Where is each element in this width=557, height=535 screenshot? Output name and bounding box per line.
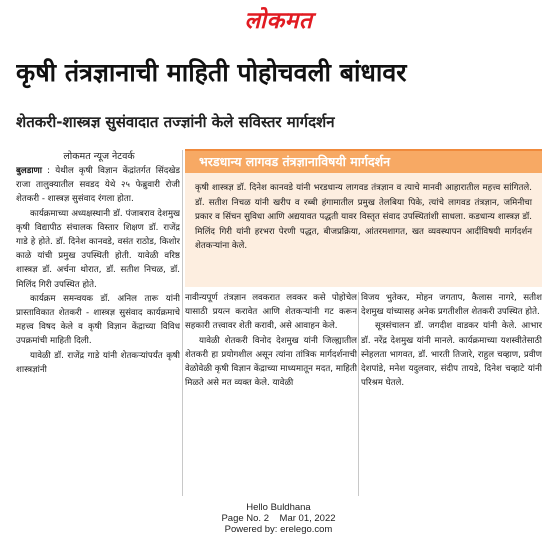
paragraph: सूत्रसंचालन डॉ. जगदीश वाडकर यांनी केले. आभार डॉ. नरेंद्र देशमुख यांनी मानले. कार्यक्रमाच्या यशस्वीतेसाठी स्नेहलता भागवत, डॉ. भारती तिजारे, राहुल चव्हाण, प्रवीण देशपांडे, मनेश यदुलवार, संदीप तायडे, दिनेश चव्हाटे यांनी परिश्रम घेतले. — [361, 321, 542, 389]
paragraph — [16, 164, 180, 207]
article-column-2 — [185, 291, 357, 498]
paragraph: यावेळी डॉ. राजेंद्र गाडे यांनी शेतकऱ्यांपर्यंत कृषी शास्त्रज्ञांनी — [16, 350, 180, 375]
news-agency-byline: लोकमत न्यूज नेटवर्क — [63, 151, 135, 162]
paragraph: नावीन्यपूर्ण तंत्रज्ञान लवकरात लवकर कसे पोहोचेल यासाठी प्रयत्न करावेत आणि शेतकऱ्यांनी गट करून सहकारी तत्त्वावर शेती करावी, असे आवाहन केले. — [185, 293, 357, 332]
column-divider — [358, 292, 359, 496]
newspaper-logo: लोकमत — [244, 7, 313, 34]
dateline: बुलडाणा — [16, 166, 42, 176]
footer-powered-by: Powered by: erelego.com — [224, 524, 333, 535]
highlight-box-text: कृषी शास्त्रज्ञ डॉ. दिनेश कानवडे यांनी भरडधान्य लागवड तंत्रज्ञान व त्याचे मानवी आहारातील महत्त्व सांगितले. डॉ. सतीश निचळ यांनी खरीप व रब्बी हंगामातील प्रमुख तेलबिया पिके, त्यांचे लागवड तंत्रज्ञान, जमिनीचा प्रकार व सिंचन सुविधा आणि अद्ययावत पद्धती यावर विस्तृत संवाद उपस्थितांशी साधला. कडधान्य शास्त्रज्ञ डॉ. मिलिंद गिरी यांनी हरभरा पेरणी पद्धत, बीजप्रक्रिया, आंतरमशागत, खत व्यवस्थापन आदींविषयी मार्गदर्शन शेतकऱ्यांना केले. — [195, 183, 532, 252]
paragraph: विजय भुतेकर, मोहन जगताप, कैलास नागरे, सतीश देशमुख यांच्यासह अनेक प्रगतीशील शेतकरी उपस्थित होते. — [361, 293, 542, 318]
paragraph-text: : येथील कृषी विज्ञान केंद्रांतर्गत सिंदखेड राजा तालुक्यातील सवडद येथे २५ फेब्रुवारी रोजी शेतकरी - शास्त्रज्ञ सुसंवाद रंगला होता. — [16, 166, 180, 205]
footer-page-info: Page No. 2 Mar 01, 2022 — [221, 513, 336, 524]
paragraph: कार्यक्रमाच्या अध्यक्षस्थानी डॉ. पंजाबराव देशमुख कृषी विद्यापीठ संचालक विस्तार शिक्षण डॉ. राजेंद्र गाडे हे होते. डॉ. दिनेश कानवडे, वसंत राठोड, किशोर काळे यांची प्रमुख उपस्थिती होती. यावेळी वरिष्ठ शास्त्रज्ञ डॉ. अर्चना थोरात, डॉ. सतीश निचळ, डॉ. मिलिंद गिरी उपस्थित होते. — [16, 208, 180, 290]
footer-edition: Hello Buldhana — [246, 502, 311, 513]
masthead — [0, 6, 557, 36]
article-headline: कृषी तंत्रज्ञानाची माहिती पोहोचवली बांधावर — [16, 58, 407, 87]
highlight-box-title: भरडधान्य लागवड तंत्रज्ञानाविषयी मार्गदर्शन — [185, 151, 542, 173]
article-column-1 — [16, 164, 180, 498]
article-subheadline: शेतकरी-शास्त्रज्ञ सुसंवादात तज्ज्ञांनी केले सविस्तर मार्गदर्शन — [16, 113, 335, 131]
highlight-box — [185, 149, 542, 287]
paragraph: यावेळी शेतकरी विनोद देशमुख यांनी जिल्ह्यातील शेतकरी हा प्रयोगशील असून त्यांना तांत्रिक मार्गदर्शनाची वेळोवेळी कृषी विज्ञान केंद्राच्या माध्यमातून मदत, माहिती मिळते असे मत व्यक्त केले. यावेळी — [185, 335, 357, 389]
article-column-3 — [361, 291, 542, 498]
column-divider — [182, 150, 183, 496]
paragraph: कार्यक्रम समन्वयक डॉ. अनिल तारू यांनी प्रास्ताविकात शेतकरी - शास्त्रज्ञ सुसंवाद कार्यक्रमाचे महत्त्व विषद केले व कृषी विज्ञान केंद्राच्या विविध उपक्रमांची माहिती दिली. — [16, 293, 180, 347]
page-footer — [0, 502, 557, 535]
